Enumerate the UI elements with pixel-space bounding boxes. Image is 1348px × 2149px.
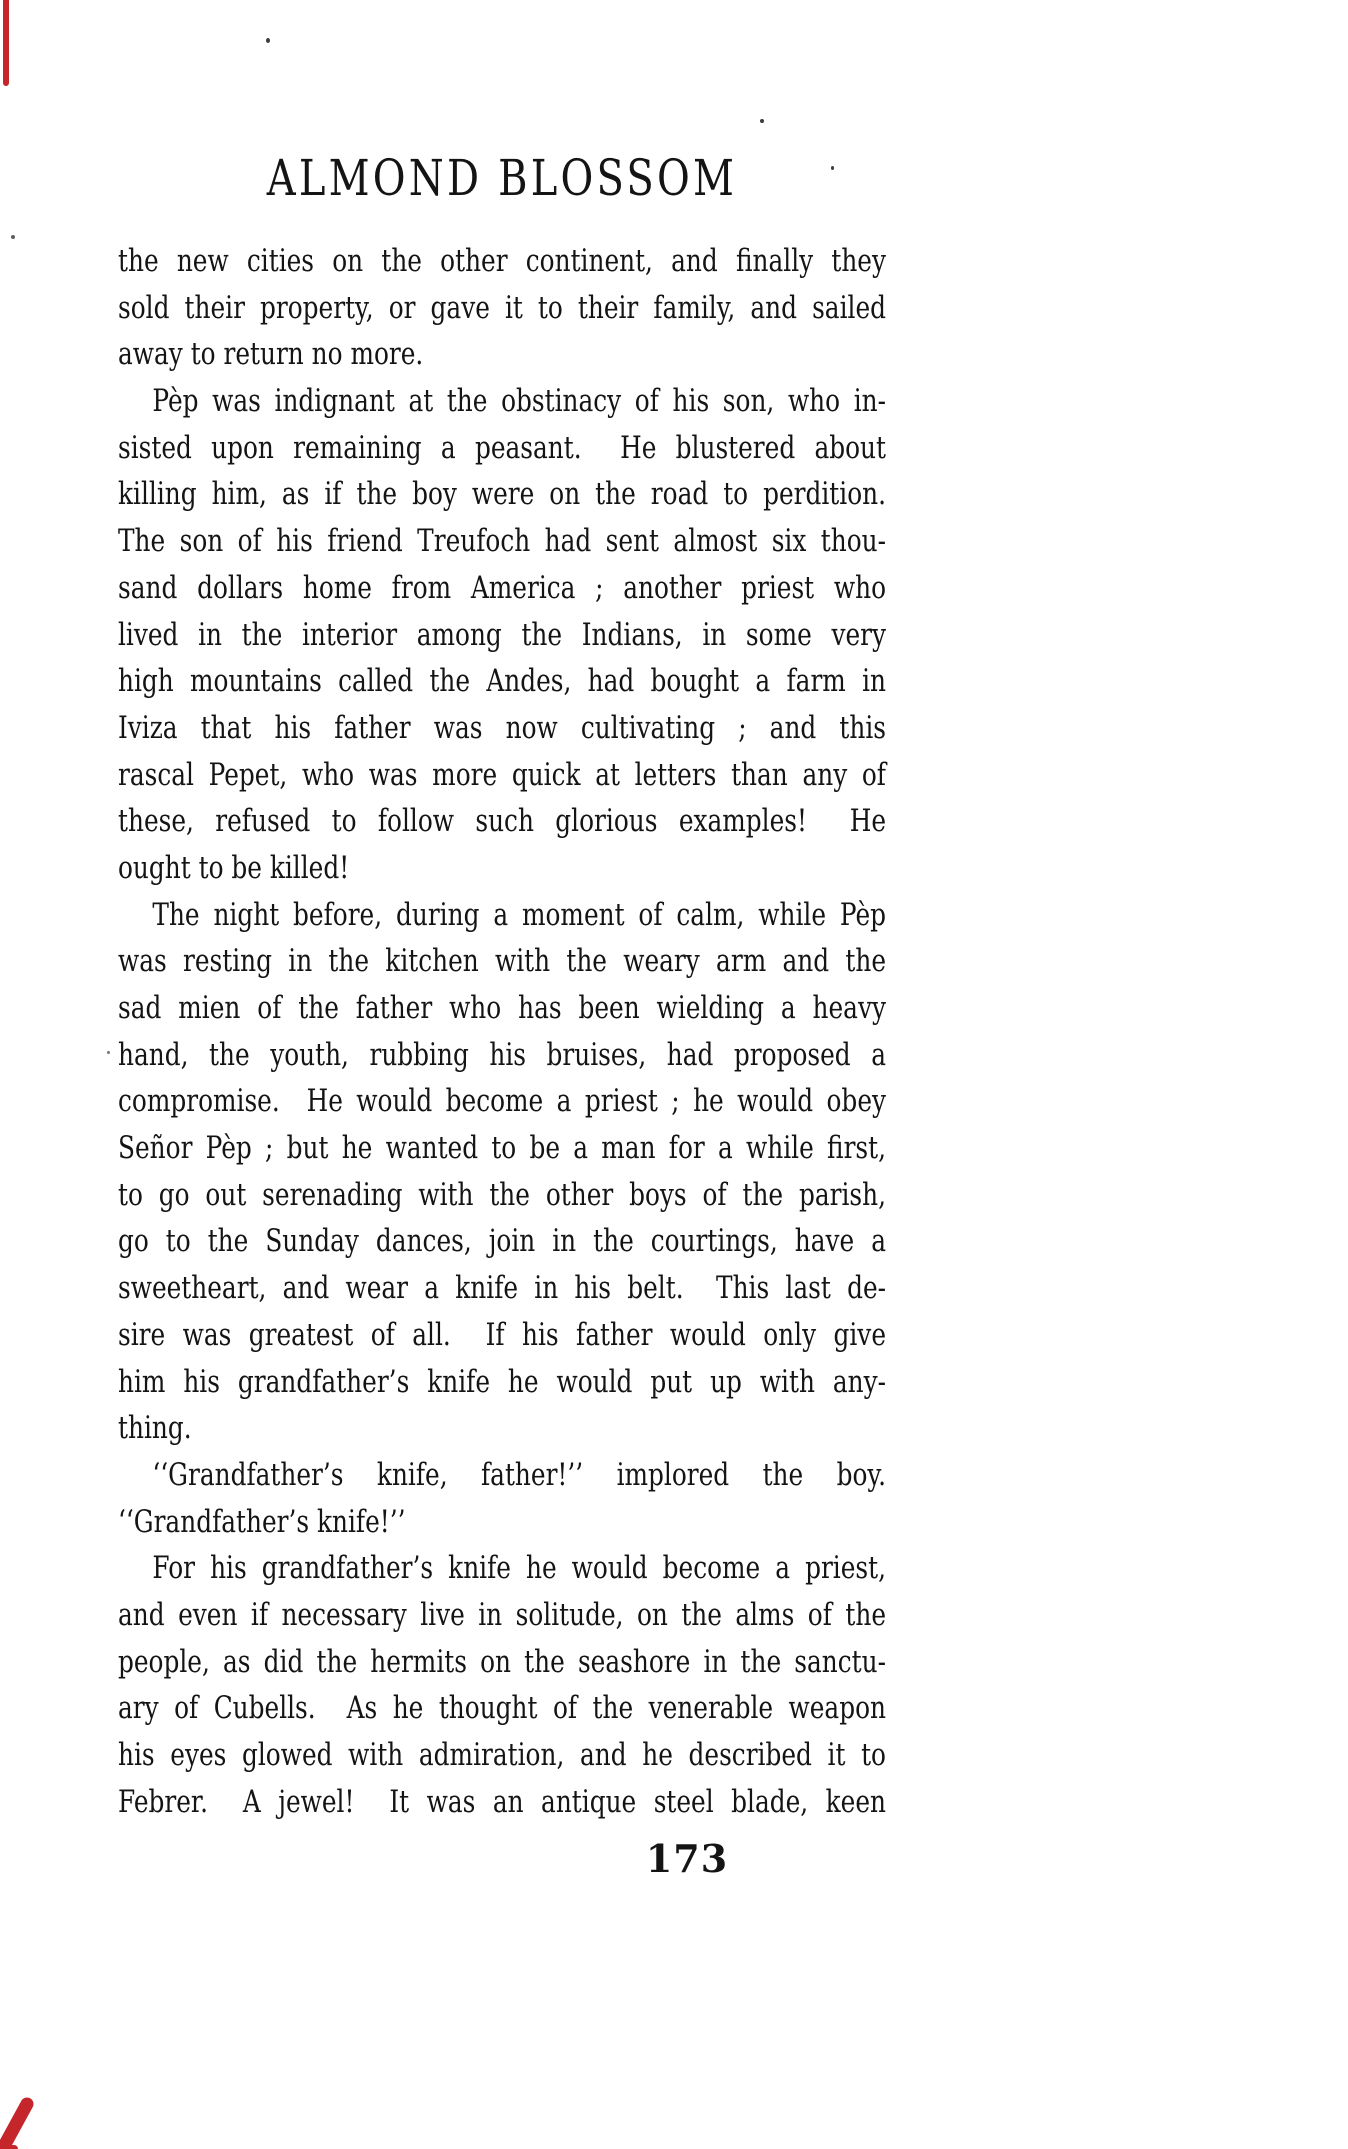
text-line: For his grandfather’s knife he would become a priest, — [152, 1550, 886, 1587]
text-line: ‘‘Grandfather’s knife!’’ — [118, 1503, 406, 1540]
text-line: ought to be killed! — [118, 849, 350, 886]
text-line: high mountains called the Andes, had bought a farm in — [118, 663, 886, 700]
text-line: Iviza that his father was now cultivating ; and this — [118, 709, 886, 746]
text-line: Febrer. A jewel! It was an antique steel blade, keen — [118, 1783, 886, 1820]
text-line: to go out serenading with the other boys of the parish, — [118, 1176, 886, 1213]
text-line: hand, the youth, rubbing his bruises, had proposed a — [118, 1036, 886, 1073]
ink-speck — [107, 1051, 110, 1054]
text-line: sad mien of the father who has been wielding a heavy — [118, 990, 886, 1026]
page-number: 173 — [645, 1836, 729, 1881]
text-line: The night before, during a moment of calm, while Pèp — [152, 896, 886, 933]
ink-speck — [760, 119, 764, 123]
text-line: ary of Cubells. As he thought of the venerable weapon — [118, 1690, 886, 1727]
text-line: sire was greatest of all. If his father would only give — [118, 1316, 886, 1353]
text-line: the new cities on the other continent, and finally they — [118, 243, 886, 279]
text-line: lived in the interior among the Indians, in some very — [118, 616, 886, 653]
ink-speck — [266, 38, 270, 43]
text-line: sweetheart, and wear a knife in his belt. This last de- — [118, 1270, 886, 1307]
red-scan-mark-top — [3, 0, 9, 86]
text-line: compromise. He would become a priest ; he would obey — [118, 1083, 886, 1120]
red-scan-mark-bottom — [0, 2090, 50, 2149]
text-line: and even if necessary live in solitude, on the alms of the — [118, 1596, 886, 1633]
text-line: his eyes glowed with admiration, and he described it to — [118, 1737, 886, 1773]
text-line: away to return no more. — [118, 336, 424, 373]
ink-speck — [11, 235, 15, 239]
text-line: Pèp was indignant at the obstinacy of his son, who in- — [152, 383, 886, 420]
text-line: sand dollars home from America ; another priest who — [118, 569, 886, 606]
text-line: The son of his friend Treufoch had sent almost six thou- — [118, 523, 886, 560]
text-line: go to the Sunday dances, join in the courtings, have a — [118, 1223, 886, 1260]
text-line: him his grandfather’s knife he would put up with any- — [118, 1363, 886, 1400]
text-line: thing. — [118, 1410, 192, 1447]
text-line: people, as did the hermits on the seashore in the sanctu- — [118, 1643, 886, 1680]
text-line: was resting in the kitchen with the weary arm and the — [118, 943, 886, 980]
text-line: sold their property, or gave it to their family, and sailed — [118, 289, 886, 326]
text-line: killing him, as if the boy were on the road to perdition. — [118, 476, 886, 513]
text-line: Señor Pèp ; but he wanted to be a man for a while first, — [118, 1130, 886, 1167]
body-text — [118, 238, 886, 1825]
text-line: ‘‘Grandfather’s knife, father!’’ implored the boy. — [152, 1456, 886, 1493]
page-title: ALMOND BLOSSOM — [266, 149, 738, 207]
text-line: sisted upon remaining a peasant. He blustered about — [118, 429, 886, 466]
text-line: these, refused to follow such glorious examples! He — [118, 803, 886, 840]
text-line: rascal Pepet, who was more quick at letters than any of — [118, 756, 886, 793]
